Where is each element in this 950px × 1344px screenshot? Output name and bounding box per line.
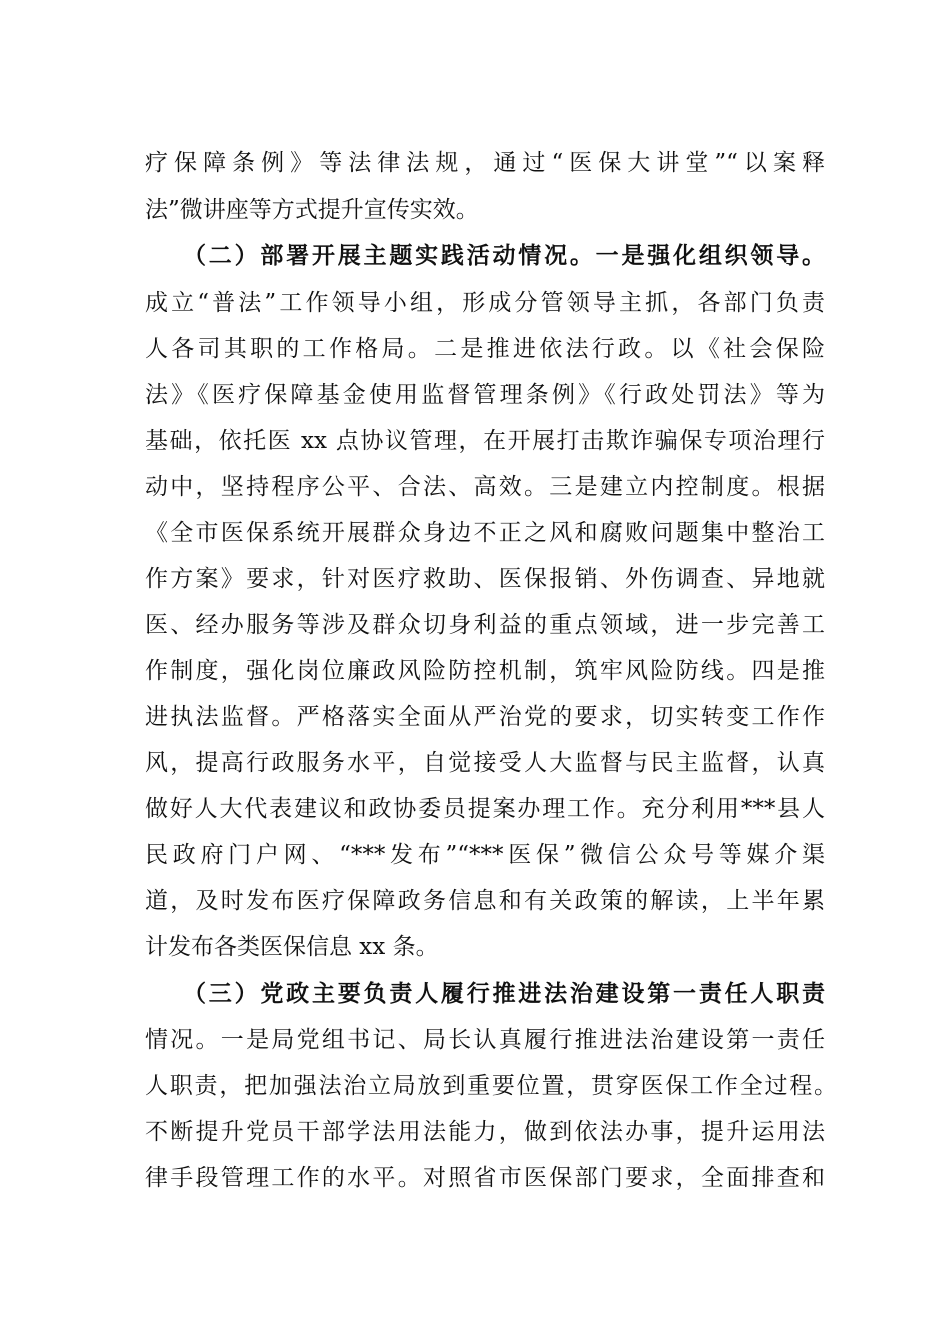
text-line: 作制度，强化岗位廉政风险防控机制，筑牢风险防线。四是推 bbox=[145, 658, 825, 684]
section-heading-3: （三）党政主要负责人履行推进法治建设第一责任人职责 bbox=[183, 980, 825, 1007]
text-line: 疗保障条例》等法律法规，通过“医保大讲堂”“以案释 bbox=[145, 150, 825, 176]
text-line: 进执法监督。严格落实全面从严治党的要求，切实转变工作作 bbox=[145, 704, 825, 730]
text-line: 民政府门户网、“***发布”“***医保”微信公众号等媒介渠 bbox=[145, 842, 825, 868]
text-line: 人各司其职的工作格局。二是推进依法行政。以《社会保险 bbox=[145, 336, 825, 362]
text-line: 动中，坚持程序公平、合法、高效。三是建立内控制度。根据 bbox=[145, 474, 825, 500]
text-line: 成立“普法”工作领导小组，形成分管领导主抓，各部门负责 bbox=[145, 290, 825, 316]
text-line: 医、经办服务等涉及群众切身利益的重点领域，进一步完善工 bbox=[145, 612, 825, 638]
section-heading-2: （二）部署开展主题实践活动情况。一是强化组织领导。 bbox=[183, 242, 825, 269]
text-line: 道，及时发布医疗保障政务信息和有关政策的解读，上半年累 bbox=[145, 888, 825, 914]
text-line: 人职责，把加强法治立局放到重要位置，贯穿医保工作全过程。 bbox=[145, 1073, 837, 1099]
text-line: 法”微讲座等方式提升宣传实效。 bbox=[145, 197, 479, 223]
text-line: 法》《医疗保障基金使用监督管理条例》《行政处罚法》等为 bbox=[145, 382, 825, 408]
text-line: 风，提高行政服务水平，自觉接受人大监督与民主监督，认真 bbox=[145, 750, 825, 776]
text-line: 基础，依托医 xx 点协议管理，在开展打击欺诈骗保专项治理行 bbox=[145, 428, 825, 454]
text-line: 作方案》要求，针对医疗救助、医保报销、外伤调查、异地就 bbox=[145, 566, 825, 592]
text-line: 情况。一是局党组书记、局长认真履行推进法治建设第一责任 bbox=[145, 1027, 825, 1053]
text-line: 不断提升党员干部学法用法能力，做到依法办事，提升运用法 bbox=[145, 1119, 825, 1145]
text-line: 《全市医保系统开展群众身边不正之风和腐败问题集中整治工 bbox=[145, 520, 825, 546]
text-line: 计发布各类医保信息 xx 条。 bbox=[145, 934, 439, 960]
text-line: 律手段管理工作的水平。对照省市医保部门要求，全面排查和 bbox=[145, 1165, 825, 1191]
text-line: 做好人大代表建议和政协委员提案办理工作。充分利用***县人 bbox=[145, 796, 825, 822]
